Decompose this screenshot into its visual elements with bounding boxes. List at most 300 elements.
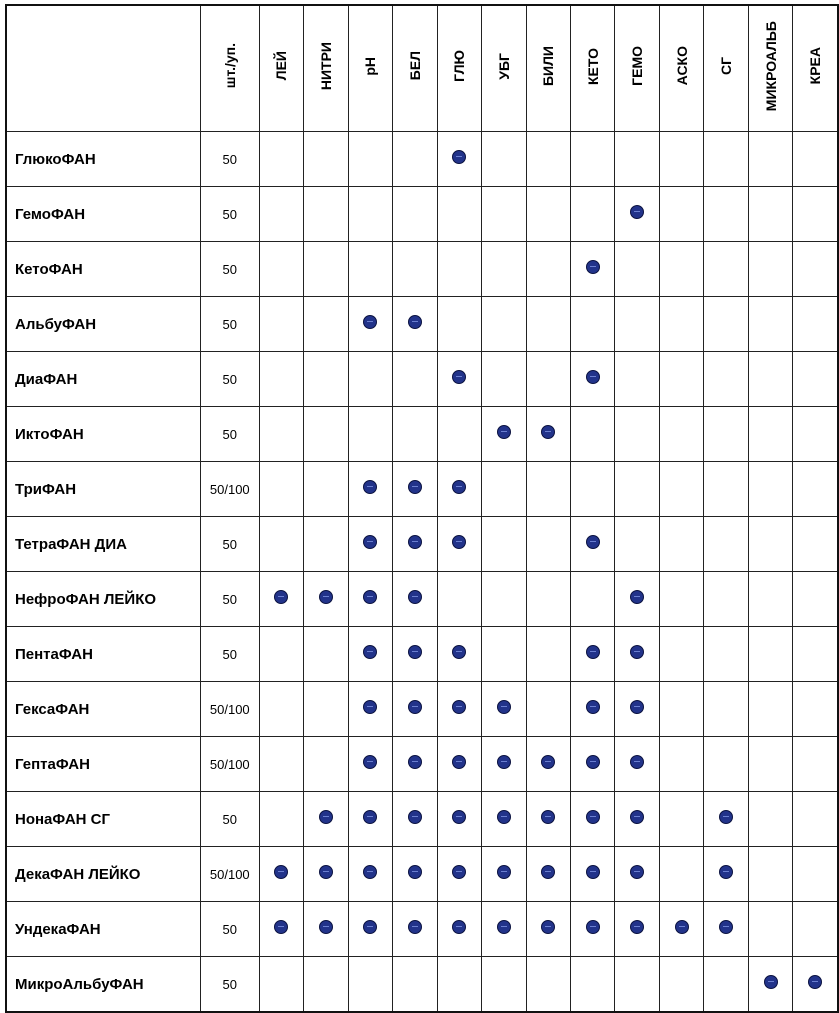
param-cell (348, 187, 392, 242)
param-cell (615, 792, 659, 847)
param-cell (304, 517, 348, 572)
included-dot-icon (452, 370, 466, 384)
param-cell (437, 187, 481, 242)
param-cell (704, 572, 748, 627)
param-cell (615, 352, 659, 407)
param-cell (259, 407, 303, 462)
param-cell (793, 132, 838, 187)
param-header-label: СГ (718, 56, 735, 76)
param-cell (659, 187, 703, 242)
included-dot-icon (719, 920, 733, 934)
param-cell (748, 572, 792, 627)
param-cell (571, 297, 615, 352)
param-cell (437, 132, 481, 187)
param-cell (748, 187, 792, 242)
included-dot-icon (586, 535, 600, 549)
param-cell (304, 242, 348, 297)
included-dot-icon (675, 920, 689, 934)
included-dot-icon (630, 645, 644, 659)
param-cell (393, 627, 437, 682)
included-dot-icon (408, 865, 422, 879)
param-cell (526, 517, 570, 572)
param-cell (437, 792, 481, 847)
included-dot-icon (363, 535, 377, 549)
included-dot-icon (408, 645, 422, 659)
included-dot-icon (274, 920, 288, 934)
table-row (6, 517, 838, 572)
included-dot-icon (541, 755, 555, 769)
param-cell (526, 352, 570, 407)
param-cell (704, 847, 748, 902)
param-cell (304, 352, 348, 407)
param-cell (748, 297, 792, 352)
matrix-table (5, 4, 839, 1013)
param-cell (659, 957, 703, 1013)
param-header-label: КЕТО (584, 47, 601, 85)
product-name: МикроАльбуФАН (6, 957, 200, 1013)
param-cell (793, 847, 838, 902)
param-cell (704, 792, 748, 847)
param-cell (304, 792, 348, 847)
param-cell (793, 352, 838, 407)
param-cell (437, 517, 481, 572)
param-cell (704, 682, 748, 737)
included-dot-icon (630, 810, 644, 824)
param-cell (393, 407, 437, 462)
included-dot-icon (408, 920, 422, 934)
param-cell (615, 737, 659, 792)
param-cell (793, 517, 838, 572)
included-dot-icon (319, 590, 333, 604)
param-cell (704, 297, 748, 352)
param-cell (348, 682, 392, 737)
param-cell (571, 957, 615, 1013)
param-cell (615, 462, 659, 517)
param-cell (259, 132, 303, 187)
included-dot-icon (319, 810, 333, 824)
product-name: ТриФАН (6, 462, 200, 517)
pack-header-label: шт./уп. (221, 43, 238, 89)
pack-size: 50 (200, 187, 259, 242)
pack-size: 50/100 (200, 682, 259, 737)
param-cell (437, 682, 481, 737)
param-cell (348, 462, 392, 517)
param-cell (348, 957, 392, 1013)
param-header (348, 5, 392, 132)
param-cell (437, 847, 481, 902)
param-cell (748, 737, 792, 792)
param-cell (482, 572, 526, 627)
param-cell (526, 297, 570, 352)
included-dot-icon (363, 865, 377, 879)
included-dot-icon (274, 590, 288, 604)
param-cell (793, 242, 838, 297)
param-cell (259, 352, 303, 407)
table-row (6, 902, 838, 957)
pack-header (200, 5, 259, 132)
param-cell (659, 297, 703, 352)
param-cell (571, 847, 615, 902)
param-cell (615, 902, 659, 957)
param-header (393, 5, 437, 132)
param-header (615, 5, 659, 132)
included-dot-icon (586, 370, 600, 384)
param-cell (571, 682, 615, 737)
included-dot-icon (452, 755, 466, 769)
param-cell (437, 462, 481, 517)
param-cell (615, 847, 659, 902)
included-dot-icon (363, 700, 377, 714)
param-cell (615, 682, 659, 737)
param-cell (348, 242, 392, 297)
param-cell (393, 572, 437, 627)
param-cell (704, 517, 748, 572)
param-cell (304, 627, 348, 682)
param-cell (659, 242, 703, 297)
pack-size: 50/100 (200, 847, 259, 902)
param-header (482, 5, 526, 132)
param-cell (437, 407, 481, 462)
included-dot-icon (408, 700, 422, 714)
param-cell (748, 902, 792, 957)
param-cell (348, 792, 392, 847)
param-cell (393, 242, 437, 297)
included-dot-icon (452, 150, 466, 164)
product-name: ТетраФАН ДИА (6, 517, 200, 572)
param-cell (793, 187, 838, 242)
product-name: ИктоФАН (6, 407, 200, 462)
param-cell (482, 847, 526, 902)
pack-size: 50 (200, 297, 259, 352)
param-cell (482, 957, 526, 1013)
param-cell (259, 847, 303, 902)
param-cell (482, 902, 526, 957)
param-header-label: pH (362, 56, 379, 76)
included-dot-icon (452, 700, 466, 714)
param-cell (615, 572, 659, 627)
param-cell (571, 737, 615, 792)
table-row (6, 132, 838, 187)
test-strip-matrix (5, 4, 839, 1013)
param-cell (437, 737, 481, 792)
included-dot-icon (497, 865, 511, 879)
param-cell (393, 847, 437, 902)
param-header-label: ГЛЮ (451, 50, 468, 82)
param-cell (259, 682, 303, 737)
table-row (6, 792, 838, 847)
pack-size: 50 (200, 517, 259, 572)
included-dot-icon (541, 865, 555, 879)
param-header (659, 5, 703, 132)
included-dot-icon (408, 755, 422, 769)
param-header-label: БЕЛ (406, 51, 423, 81)
param-cell (482, 517, 526, 572)
param-cell (659, 572, 703, 627)
param-header-label: ЛЕЙ (273, 51, 290, 81)
param-header-label: НИТРИ (317, 41, 334, 91)
param-cell (259, 627, 303, 682)
param-cell (393, 902, 437, 957)
included-dot-icon (586, 645, 600, 659)
param-cell (304, 187, 348, 242)
pack-size: 50 (200, 902, 259, 957)
included-dot-icon (452, 480, 466, 494)
param-cell (571, 462, 615, 517)
pack-size: 50 (200, 352, 259, 407)
param-cell (259, 462, 303, 517)
included-dot-icon (497, 755, 511, 769)
included-dot-icon (586, 920, 600, 934)
param-cell (571, 792, 615, 847)
param-cell (793, 957, 838, 1013)
param-header (571, 5, 615, 132)
param-cell (437, 352, 481, 407)
product-name: НонаФАН СГ (6, 792, 200, 847)
param-cell (748, 242, 792, 297)
included-dot-icon (363, 590, 377, 604)
included-dot-icon (630, 755, 644, 769)
param-cell (659, 627, 703, 682)
included-dot-icon (408, 535, 422, 549)
param-header (748, 5, 792, 132)
included-dot-icon (630, 205, 644, 219)
param-cell (393, 517, 437, 572)
param-cell (437, 242, 481, 297)
included-dot-icon (719, 865, 733, 879)
param-cell (393, 462, 437, 517)
param-cell (659, 132, 703, 187)
param-cell (482, 737, 526, 792)
param-cell (393, 187, 437, 242)
table-row (6, 462, 838, 517)
param-cell (526, 902, 570, 957)
included-dot-icon (408, 810, 422, 824)
included-dot-icon (452, 920, 466, 934)
param-cell (659, 682, 703, 737)
product-name: ГептаФАН (6, 737, 200, 792)
param-header-label: УБГ (495, 52, 512, 80)
param-cell (437, 902, 481, 957)
included-dot-icon (363, 645, 377, 659)
param-cell (393, 682, 437, 737)
param-cell (393, 132, 437, 187)
param-cell (348, 352, 392, 407)
param-cell (615, 187, 659, 242)
param-cell (304, 407, 348, 462)
param-cell (704, 352, 748, 407)
product-name: ГемоФАН (6, 187, 200, 242)
included-dot-icon (630, 590, 644, 604)
product-name: ГексаФАН (6, 682, 200, 737)
param-cell (793, 572, 838, 627)
param-header (437, 5, 481, 132)
param-cell (615, 297, 659, 352)
table-row (6, 627, 838, 682)
matrix-body (6, 132, 838, 1013)
param-cell (659, 352, 703, 407)
included-dot-icon (808, 975, 822, 989)
param-cell (615, 132, 659, 187)
param-cell (704, 957, 748, 1013)
param-cell (348, 132, 392, 187)
product-name: ПентаФАН (6, 627, 200, 682)
param-cell (526, 187, 570, 242)
param-cell (704, 627, 748, 682)
product-name: ДекаФАН ЛЕЙКО (6, 847, 200, 902)
product-name: АльбуФАН (6, 297, 200, 352)
included-dot-icon (497, 425, 511, 439)
param-cell (437, 957, 481, 1013)
included-dot-icon (274, 865, 288, 879)
included-dot-icon (630, 700, 644, 714)
param-cell (348, 902, 392, 957)
param-cell (615, 242, 659, 297)
param-cell (348, 297, 392, 352)
param-cell (526, 572, 570, 627)
param-cell (437, 297, 481, 352)
product-name: УндекаФАН (6, 902, 200, 957)
included-dot-icon (319, 865, 333, 879)
included-dot-icon (764, 975, 778, 989)
param-cell (704, 242, 748, 297)
param-cell (615, 407, 659, 462)
param-cell (482, 132, 526, 187)
param-cell (348, 847, 392, 902)
param-cell (304, 572, 348, 627)
param-cell (304, 847, 348, 902)
param-cell (482, 352, 526, 407)
included-dot-icon (541, 425, 555, 439)
param-cell (393, 957, 437, 1013)
pack-size: 50 (200, 407, 259, 462)
product-name: КетоФАН (6, 242, 200, 297)
included-dot-icon (497, 920, 511, 934)
included-dot-icon (630, 865, 644, 879)
param-cell (615, 627, 659, 682)
param-header-label: ГЕМО (629, 46, 646, 86)
param-cell (259, 517, 303, 572)
param-cell (259, 572, 303, 627)
param-cell (748, 517, 792, 572)
product-name: НефроФАН ЛЕЙКО (6, 572, 200, 627)
included-dot-icon (497, 700, 511, 714)
param-cell (526, 792, 570, 847)
param-cell (704, 187, 748, 242)
param-cell (259, 242, 303, 297)
param-cell (659, 462, 703, 517)
param-cell (259, 902, 303, 957)
included-dot-icon (630, 920, 644, 934)
param-cell (526, 242, 570, 297)
table-row (6, 297, 838, 352)
table-row (6, 737, 838, 792)
included-dot-icon (363, 810, 377, 824)
param-cell (659, 407, 703, 462)
param-cell (526, 737, 570, 792)
param-cell (704, 407, 748, 462)
param-cell (793, 792, 838, 847)
param-cell (748, 682, 792, 737)
param-cell (393, 297, 437, 352)
param-cell (793, 407, 838, 462)
param-cell (482, 627, 526, 682)
param-cell (571, 902, 615, 957)
param-cell (793, 627, 838, 682)
param-cell (526, 627, 570, 682)
pack-size: 50 (200, 627, 259, 682)
param-cell (793, 902, 838, 957)
param-cell (571, 242, 615, 297)
param-cell (704, 902, 748, 957)
param-cell (748, 407, 792, 462)
pack-size: 50/100 (200, 462, 259, 517)
table-row (6, 847, 838, 902)
param-cell (526, 132, 570, 187)
param-cell (482, 187, 526, 242)
param-header-label: КРЕА (807, 47, 824, 85)
param-cell (348, 407, 392, 462)
param-cell (259, 297, 303, 352)
param-cell (259, 792, 303, 847)
param-cell (393, 792, 437, 847)
table-row (6, 352, 838, 407)
param-cell (793, 297, 838, 352)
included-dot-icon (541, 920, 555, 934)
param-cell (659, 902, 703, 957)
param-cell (437, 627, 481, 682)
table-row (6, 572, 838, 627)
included-dot-icon (319, 920, 333, 934)
included-dot-icon (363, 920, 377, 934)
table-row (6, 682, 838, 737)
param-cell (659, 847, 703, 902)
param-cell (437, 572, 481, 627)
included-dot-icon (452, 810, 466, 824)
param-cell (259, 737, 303, 792)
param-cell (526, 847, 570, 902)
corner-cell (6, 5, 200, 132)
param-cell (571, 352, 615, 407)
table-row (6, 957, 838, 1013)
included-dot-icon (586, 755, 600, 769)
table-row (6, 407, 838, 462)
included-dot-icon (586, 865, 600, 879)
param-cell (793, 462, 838, 517)
param-header-label: АСКО (673, 46, 690, 86)
pack-size: 50 (200, 132, 259, 187)
product-name: ГлюкоФАН (6, 132, 200, 187)
param-cell (748, 847, 792, 902)
param-cell (526, 407, 570, 462)
table-row (6, 242, 838, 297)
param-cell (571, 627, 615, 682)
param-cell (304, 682, 348, 737)
param-header-label: МИКРОАЛЬБ (762, 20, 779, 112)
param-cell (304, 132, 348, 187)
included-dot-icon (541, 810, 555, 824)
param-header (259, 5, 303, 132)
param-cell (704, 737, 748, 792)
param-cell (348, 572, 392, 627)
param-cell (704, 462, 748, 517)
param-header (704, 5, 748, 132)
param-cell (348, 517, 392, 572)
header-row (6, 5, 838, 132)
param-cell (748, 462, 792, 517)
param-cell (482, 462, 526, 517)
param-cell (393, 352, 437, 407)
included-dot-icon (408, 315, 422, 329)
